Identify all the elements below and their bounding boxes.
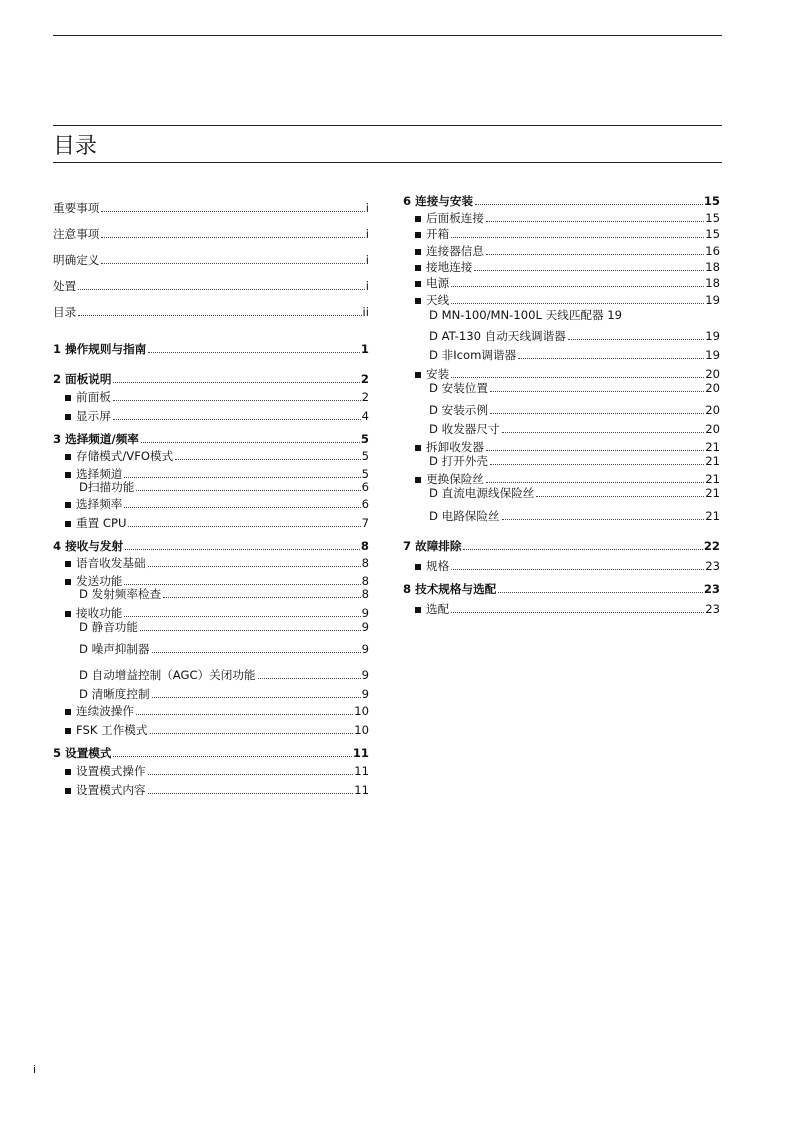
dot-leader	[451, 237, 704, 238]
dot-leader	[136, 714, 353, 715]
dot-leader	[502, 432, 705, 433]
square-bullet-icon	[415, 607, 421, 613]
dot-leader	[101, 237, 364, 238]
toc-section[interactable]: 开箱 15	[403, 227, 720, 241]
square-bullet-icon	[415, 249, 421, 255]
toc-section[interactable]: 选择频道 5	[53, 467, 369, 481]
toc-subsection[interactable]: D 自动增益控制（AGC）关闭功能 9	[79, 668, 369, 682]
square-bullet-icon	[415, 477, 421, 483]
toc-section[interactable]: 存储模式/VFO模式 5	[53, 449, 369, 463]
toc-subsection[interactable]: D 发射频率检查 8	[79, 587, 369, 601]
toc-section[interactable]: 重置 CPU 7	[53, 516, 369, 530]
dot-leader	[486, 450, 704, 451]
dot-leader	[136, 490, 360, 491]
toc-subsection[interactable]: D MN-100/MN-100L 天线匹配器 19	[429, 308, 623, 322]
dot-leader	[124, 616, 360, 617]
toc-section[interactable]: 设置模式内容 11	[53, 783, 369, 797]
square-bullet-icon	[415, 445, 421, 451]
toc-subsection[interactable]: D 收发器尺寸 20	[429, 422, 720, 436]
dot-leader	[150, 733, 354, 734]
dot-leader	[451, 569, 704, 570]
square-bullet-icon	[415, 372, 421, 378]
toc-chapter[interactable]: 8 技术规格与选配 23	[403, 582, 720, 596]
square-bullet-icon	[65, 395, 71, 401]
dot-leader	[490, 464, 704, 465]
dot-leader	[148, 566, 361, 567]
toc-subsection[interactable]: D 打开外壳 21	[429, 454, 720, 468]
toc-section[interactable]: 后面板连接 15	[403, 211, 720, 225]
dot-leader	[125, 549, 360, 550]
toc-section[interactable]: 连接器信息 16	[403, 244, 720, 258]
square-bullet-icon	[65, 579, 71, 585]
toc-chapter[interactable]: 5 设置模式 11	[53, 746, 369, 760]
toc-section[interactable]: 更换保险丝 21	[403, 472, 720, 486]
toc-section[interactable]: 连续波操作 10	[53, 704, 369, 718]
toc-section[interactable]: 安装 20	[403, 367, 720, 381]
dot-leader	[152, 697, 361, 698]
toc-subsection[interactable]: D 静音功能 9	[79, 620, 369, 634]
toc-entry[interactable]: 注意事项 i	[53, 227, 369, 241]
dot-leader	[124, 477, 360, 478]
toc-subsection[interactable]: D扫描功能 6	[79, 480, 369, 494]
toc-chapter[interactable]: 1 操作规则与指南 1	[53, 342, 369, 356]
dot-leader	[451, 612, 704, 613]
dot-leader	[490, 413, 704, 414]
dot-leader	[148, 774, 354, 775]
toc-chapter[interactable]: 6 连接与安装 15	[403, 194, 720, 208]
toc-subsection[interactable]: D 清晰度控制 9	[79, 687, 369, 701]
dot-leader	[128, 526, 360, 527]
toc-section[interactable]: 显示屏 4	[53, 409, 369, 423]
dot-leader	[163, 597, 360, 598]
toc-subsection[interactable]: D 安装位置 20	[429, 381, 720, 395]
square-bullet-icon	[415, 216, 421, 222]
dot-leader	[124, 507, 360, 508]
square-bullet-icon	[65, 561, 71, 567]
dot-leader	[475, 204, 703, 205]
dot-leader	[148, 352, 360, 353]
toc-section[interactable]: 接收功能 9	[53, 606, 369, 620]
dot-leader	[152, 652, 361, 653]
header-rule	[53, 35, 722, 36]
dot-leader	[498, 592, 703, 593]
toc-section[interactable]: 发送功能 8	[53, 574, 369, 588]
dot-leader	[568, 339, 704, 340]
toc-section[interactable]: 设置模式操作 11	[53, 764, 369, 778]
toc-entry[interactable]: 重要事项 i	[53, 201, 369, 215]
toc-subsection[interactable]: D 非Icom调谐器 19	[429, 348, 720, 362]
toc-entry[interactable]: 处置 i	[53, 279, 369, 293]
dot-leader	[536, 496, 704, 497]
page-title: 目录	[53, 134, 98, 159]
square-bullet-icon	[415, 232, 421, 238]
square-bullet-icon	[415, 281, 421, 287]
toc-subsection[interactable]: D AT-130 自动天线调谐器 19	[429, 329, 720, 343]
dot-leader	[463, 549, 702, 550]
dot-leader	[78, 315, 361, 316]
dot-leader	[486, 254, 704, 255]
toc-section[interactable]: 选择频率 6	[53, 497, 369, 511]
toc-section[interactable]: 语音收发基础 8	[53, 556, 369, 570]
toc-entry[interactable]: 明确定义 i	[53, 253, 369, 267]
toc-section[interactable]: 接地连接 18	[403, 260, 720, 274]
dot-leader	[113, 419, 361, 420]
dot-leader	[518, 358, 704, 359]
toc-chapter[interactable]: 3 选择频道/频率 5	[53, 432, 369, 446]
square-bullet-icon	[65, 769, 71, 775]
square-bullet-icon	[415, 564, 421, 570]
dot-leader	[258, 678, 361, 679]
dot-leader	[451, 377, 704, 378]
dot-leader	[175, 459, 360, 460]
dot-leader	[486, 221, 704, 222]
square-bullet-icon	[65, 611, 71, 617]
square-bullet-icon	[65, 709, 71, 715]
title-rule-top	[53, 125, 722, 126]
toc-chapter[interactable]: 2 面板说明 2	[53, 372, 369, 386]
page-number: i	[33, 1063, 37, 1076]
toc-entry[interactable]: 目录 ii	[53, 305, 369, 319]
dot-leader	[113, 756, 351, 757]
square-bullet-icon	[415, 298, 421, 304]
toc-chapter[interactable]: 4 接收与发射 8	[53, 539, 369, 553]
dot-leader	[113, 382, 359, 383]
toc-section[interactable]: FSK 工作模式 10	[53, 723, 369, 737]
square-bullet-icon	[65, 788, 71, 794]
dot-leader	[451, 303, 704, 304]
dot-leader	[148, 793, 354, 794]
dot-leader	[124, 584, 360, 585]
dot-leader	[101, 211, 364, 212]
toc-subsection[interactable]: D 安装示例 20	[429, 403, 720, 417]
toc-section[interactable]: 选配 23	[403, 602, 720, 616]
toc-subsection[interactable]: D 噪声抑制器 9	[79, 642, 369, 656]
dot-leader	[451, 286, 704, 287]
dot-leader	[141, 442, 360, 443]
square-bullet-icon	[65, 472, 71, 478]
toc-section[interactable]: 前面板 2	[53, 390, 369, 404]
dot-leader	[101, 263, 364, 264]
square-bullet-icon	[65, 728, 71, 734]
toc-section[interactable]: 电源 18	[403, 276, 720, 290]
square-bullet-icon	[415, 265, 421, 271]
dot-leader	[490, 391, 704, 392]
dot-leader	[113, 400, 361, 401]
title-rule-bottom	[53, 162, 722, 163]
dot-leader	[502, 519, 705, 520]
square-bullet-icon	[65, 454, 71, 460]
toc-section[interactable]: 天线 19	[403, 293, 720, 307]
toc-subsection[interactable]: D 直流电源线保险丝 21	[429, 486, 720, 500]
dot-leader	[78, 289, 365, 290]
dot-leader	[486, 482, 704, 483]
square-bullet-icon	[65, 414, 71, 420]
square-bullet-icon	[65, 521, 71, 527]
toc-section[interactable]: 拆卸收发器 21	[403, 440, 720, 454]
dot-leader	[140, 630, 361, 631]
dot-leader	[474, 270, 704, 271]
toc-section[interactable]: 规格 23	[403, 559, 720, 573]
toc-chapter[interactable]: 7 故障排除 22	[403, 539, 720, 553]
toc-subsection[interactable]: D 电路保险丝 21	[429, 509, 720, 523]
square-bullet-icon	[65, 502, 71, 508]
